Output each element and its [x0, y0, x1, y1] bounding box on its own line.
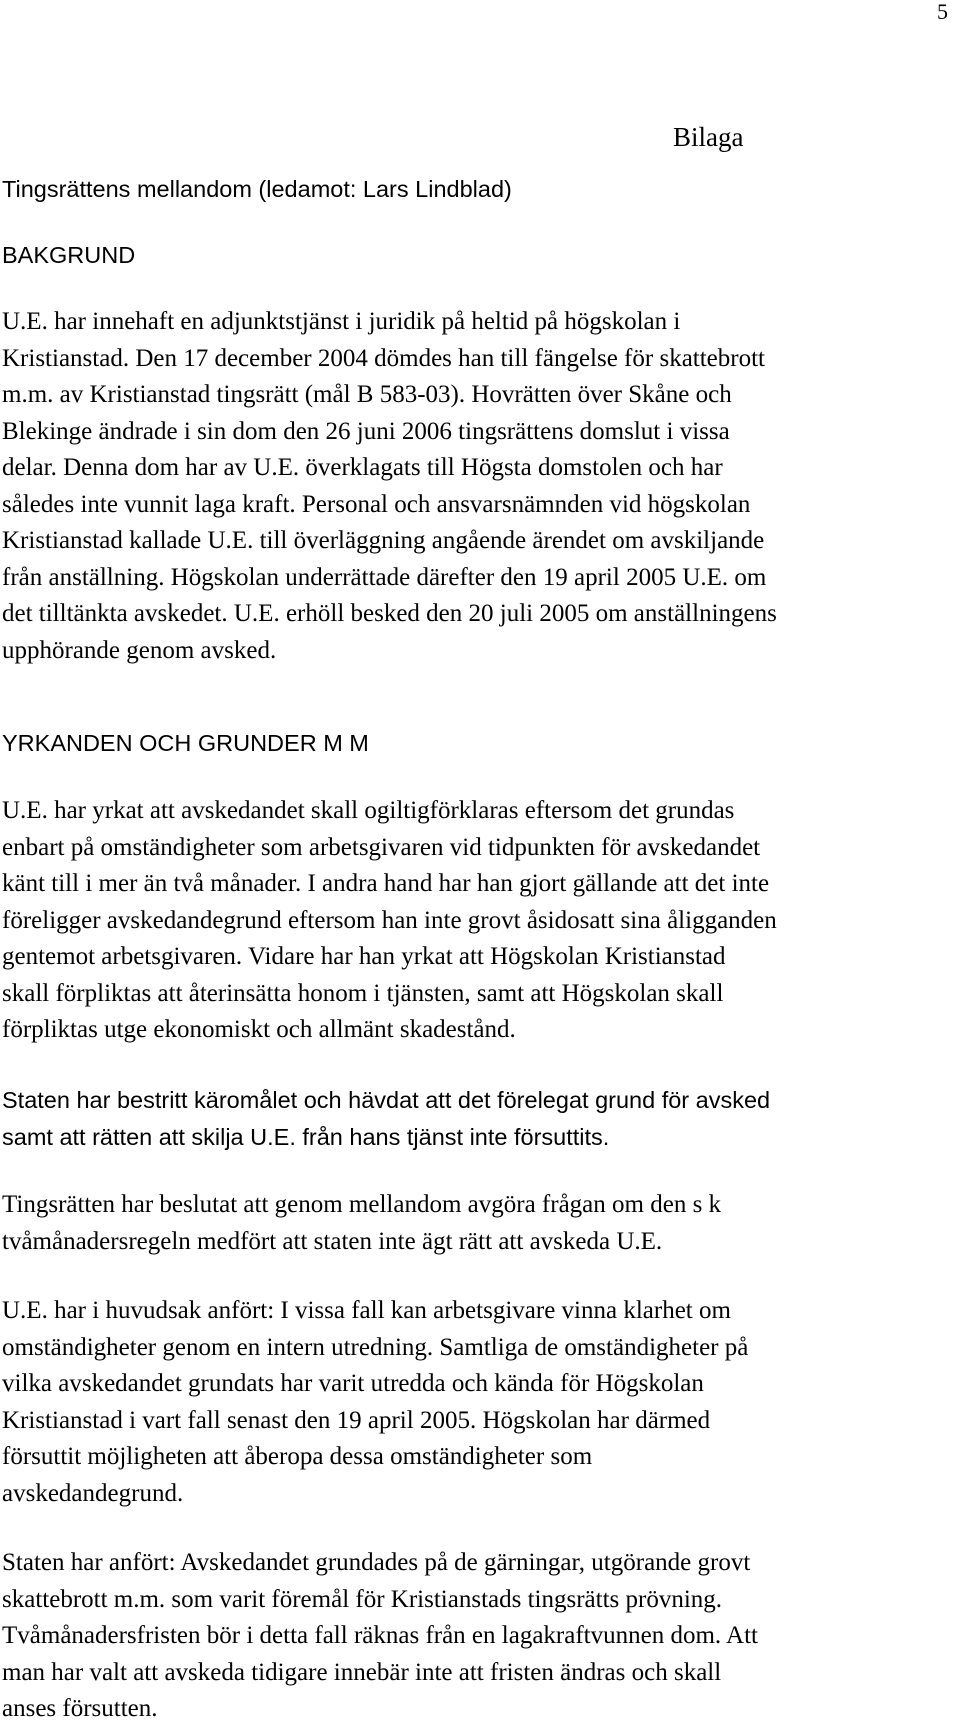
claims-heading: YRKANDEN OCH GRUNDER M M — [2, 730, 369, 756]
paragraph-line: Staten har anfört: Avskedandet grundades på de gärningar, utgörande grovt — [2, 1549, 751, 1576]
paragraph-line: enbart på omständigheter som arbetsgivaren vid tidpunkten för avskedandet — [2, 833, 761, 861]
paragraph-line: Tvåmånadersfristen bör i detta fall räknas från en lagakraftvunnen dom. Att — [2, 1622, 758, 1649]
state-dispute-paragraph — [2, 1082, 952, 1155]
paragraph-line: Staten har bestritt käromålet och hävdat att det förelegat grund för avsked — [2, 1087, 771, 1113]
paragraph-line: det tilltänkta avskedet. U.E. erhöll besked den 20 juli 2005 om anställningens — [2, 600, 777, 627]
paragraph-line: förpliktas utge ekonomiskt och allmänt skadestånd. — [2, 1016, 516, 1043]
paragraph-line: anses försutten. — [2, 1695, 158, 1722]
paragraph-line: avskedandegrund. — [2, 1479, 184, 1507]
paragraph-line: känt till i mer än två månader. I andra hand har han gjort gällande att det inte — [2, 870, 770, 897]
claims-paragraph — [2, 793, 952, 1049]
document-title: Tingsrättens mellandom (ledamot: Lars Lindblad) — [2, 176, 512, 202]
paragraph-line: man har valt att avskeda tidigare innebär inte att fristen ändras och skall — [2, 1658, 722, 1686]
paragraph-line: Tingsrätten har beslutat att genom mellandom avgöra frågan om den s k — [2, 1191, 722, 1218]
paragraph-line: vilka avskedandet grundats har varit utredda och kända för Högskolan — [2, 1370, 704, 1397]
paragraph-line: U.E. har innehaft en adjunktstjänst i juridik på heltid på högskolan i — [2, 308, 681, 335]
paragraph-line: delar. Denna dom har av U.E. överklagats till Högsta domstolen och har — [2, 454, 723, 481]
background-paragraph — [2, 304, 952, 669]
paragraph-line: m.m. av Kristianstad tingsrätt (mål B 583-03). Hovrätten över Skåne och — [2, 381, 732, 408]
paragraph-line: Kristianstad kallade U.E. till överläggning angående ärendet om avskiljande — [2, 527, 765, 554]
ue-argument-paragraph — [2, 1293, 952, 1512]
paragraph-line: omständigheter genom en intern utredning. Samtliga de omständigheter på — [2, 1333, 749, 1361]
paragraph-line: försuttit möjligheten att åberopa dessa omständigheter som — [2, 1443, 593, 1470]
paragraph-line: skattebrott m.m. som varit föremål för Kristianstads tingsrätts prövning. — [2, 1585, 723, 1613]
paragraph-line: Kristianstad. Den 17 december 2004 dömdes han till fängelse för skattebrott — [2, 344, 765, 372]
paragraph-line: gentemot arbetsgivaren. Vidare har han yrkat att Högskolan Kristianstad — [2, 943, 726, 970]
paragraph-line: U.E. har i huvudsak anfört: I vissa fall kan arbetsgivare vinna klarhet om — [2, 1297, 731, 1324]
paragraph-line: från anställning. Högskolan underrättade därefter den 19 april 2005 U.E. om — [2, 563, 767, 591]
paragraph-line: upphörande genom avsked. — [2, 636, 277, 664]
background-heading: BAKGRUND — [2, 242, 136, 268]
court-decision-paragraph — [2, 1187, 952, 1260]
page-number: 5 — [937, 0, 948, 24]
paragraph-line: Blekinge ändrade i sin dom den 26 juni 2006 tingsrättens domslut i vissa — [2, 417, 730, 445]
paragraph-line: skall förpliktas att återinsätta honom i tjänsten, samt att Högskolan skall — [2, 979, 724, 1007]
paragraph-line: samt att rätten att skilja U.E. från hans tjänst inte försuttits. — [2, 1123, 610, 1150]
paragraph-line: Kristianstad i vart fall senast den 19 april 2005. Högskolan har därmed — [2, 1406, 711, 1434]
paragraph-line: tvåmånadersregeln medfört att staten inte ägt rätt att avskeda U.E. — [2, 1227, 663, 1255]
state-argument-paragraph — [2, 1545, 952, 1728]
paragraph-line: föreligger avskedandegrund eftersom han inte grovt åsidosatt sina åligganden — [2, 906, 777, 934]
paragraph-line: således inte vunnit laga kraft. Personal och ansvarsnämnden vid högskolan — [2, 490, 751, 518]
paragraph-line: U.E. har yrkat att avskedandet skall ogiltigförklaras eftersom det grundas — [2, 797, 735, 824]
attachment-label: Bilaga — [673, 122, 744, 152]
